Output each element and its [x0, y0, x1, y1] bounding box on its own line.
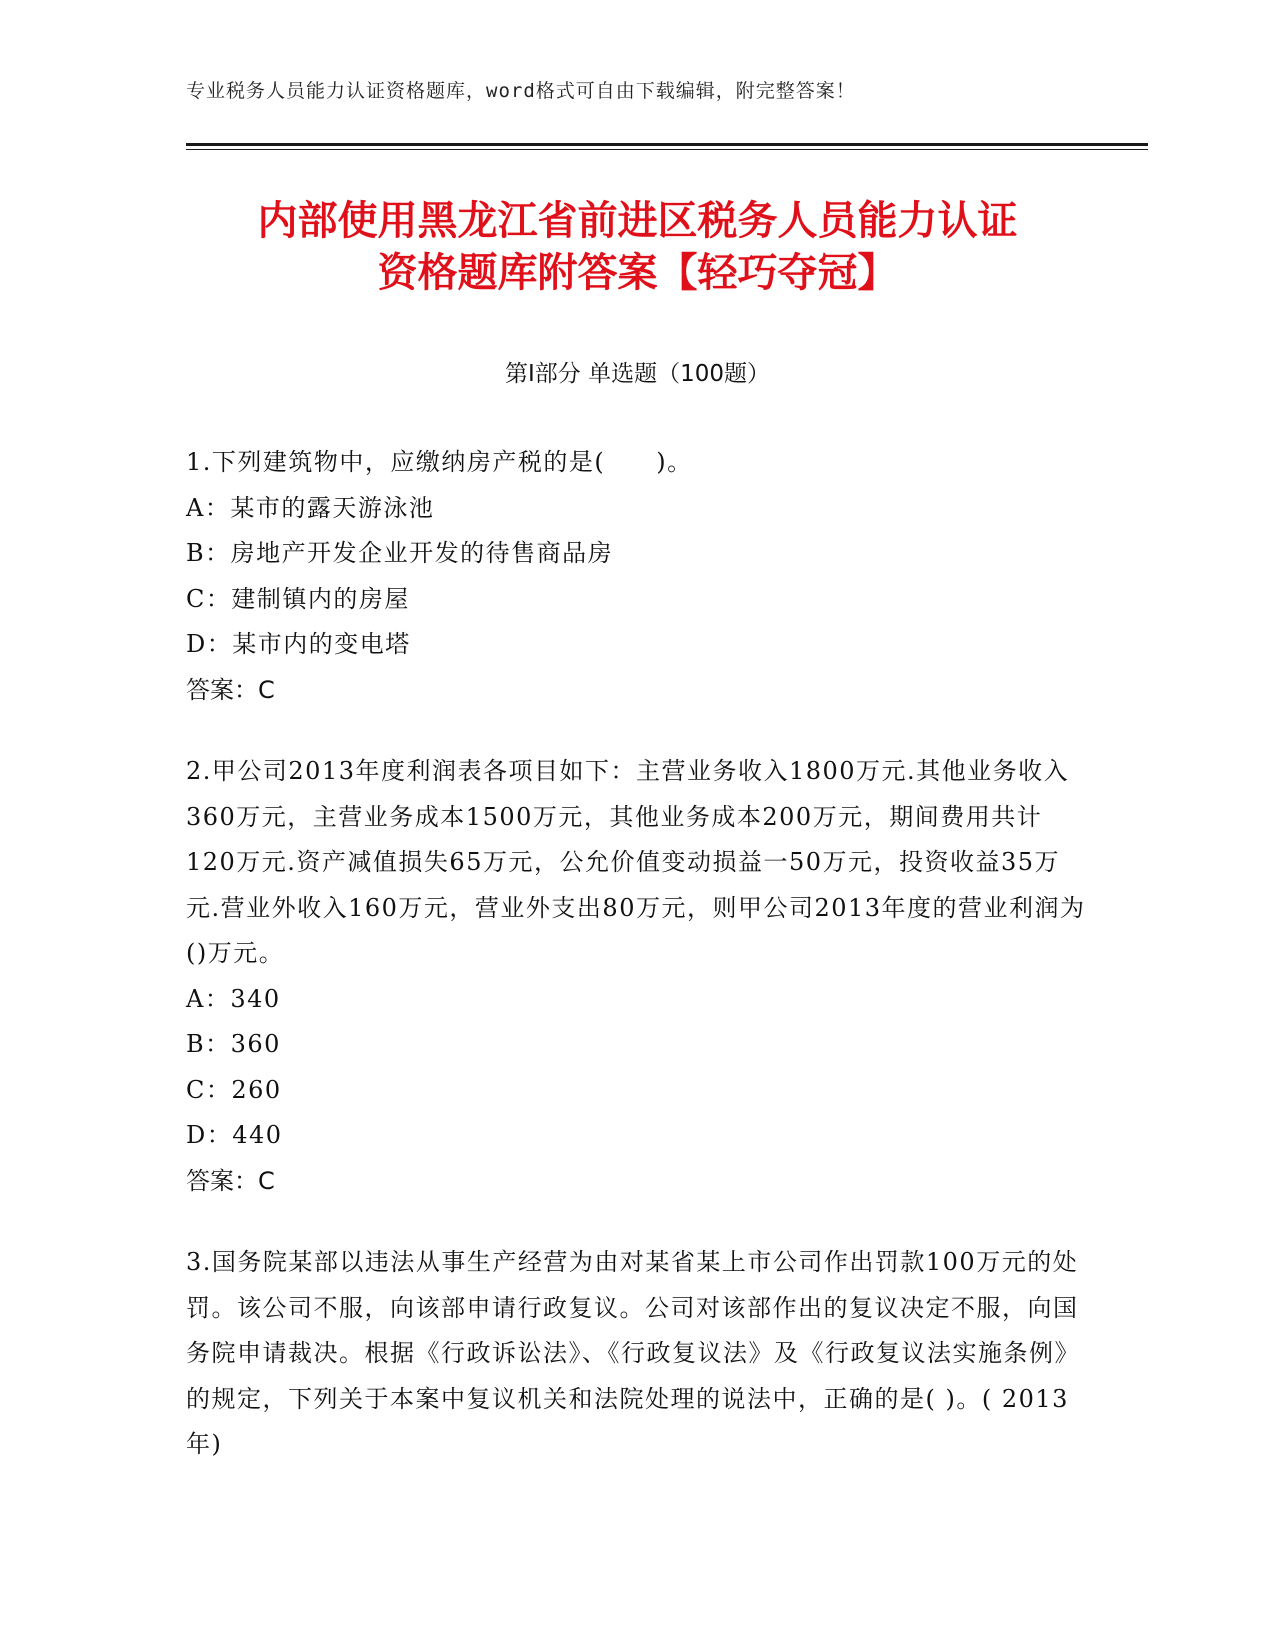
question-stem: 1.下列建筑物中，应缴纳房产税的是( )。 — [186, 448, 693, 476]
option-a: A：某市的露天游泳池 — [186, 493, 435, 522]
question-list — [186, 440, 1086, 1504]
question-stem: 2.甲公司2013年度利润表各项目如下：主营业务收入1800万元.其他业务收入360万元，主营业务成本1500万元，其他业务成本200万元，期间费用共计120万元.资产减值损失65万元，公允价值变动损益一50万元，投资收益35万元.营业外收入160万元，营业外支出80万元，则甲公司2013年度的营业利润为()万元。 — [186, 757, 1086, 967]
answer: 答案：C — [186, 675, 275, 704]
header-rule-thick — [186, 143, 1148, 146]
option-c: C：260 — [186, 1075, 282, 1104]
option-a: A：340 — [186, 984, 281, 1013]
answer: 答案：C — [186, 1166, 275, 1195]
question-stem: 3.国务院某部以违法从事生产经营为由对某省某上市公司作出罚款100万元的处罚。该公司不服，向该部申请行政复议。公司对该部作出的复议决定不服，向国务院申请裁决。根据《行政诉讼法》、《行政复议法》及《行政复议法实施条例》的规定，下列关于本案中复议机关和法院处理的说法中，正确的是( )。( 2013年) — [186, 1248, 1080, 1458]
header-note: 专业税务人员能力认证资格题库，word格式可自由下载编辑，附完整答案！ — [186, 80, 856, 102]
question-2 — [186, 749, 1086, 1204]
option-b: B：360 — [186, 1030, 281, 1058]
option-d: D：某市内的变电塔 — [186, 630, 411, 658]
option-b: B：房地产开发企业开发的待售商品房 — [186, 539, 614, 567]
header-rule-thin — [186, 149, 1148, 150]
option-c: C：建制镇内的房屋 — [186, 584, 410, 613]
document-title-line1: 内部使用黑龙江省前进区税务人员能力认证 — [257, 198, 1018, 244]
document-title — [150, 195, 1125, 299]
section-heading: 第Ⅰ部分 单选题（100题） — [505, 361, 770, 387]
document-title-line2: 资格题库附答案【轻巧夺冠】 — [377, 250, 898, 296]
question-1 — [186, 440, 1086, 713]
question-3 — [186, 1240, 1086, 1468]
option-d: D：440 — [186, 1121, 283, 1149]
